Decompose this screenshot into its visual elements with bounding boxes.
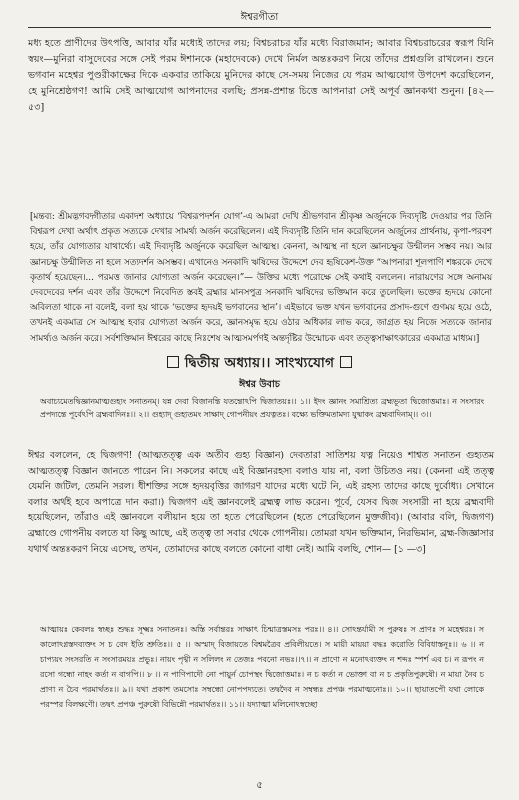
square-ornament-icon [340,356,352,368]
body-paragraph: মধ্য হতে প্রাণীদের উৎপত্তি, আবার যাঁর মধ্যেই তাদের লয়; বিশ্বচরাচর যাঁর মধ্যে বিরাজমান; আবার বিশ্বচরাচরের স্বরূপ যিনি স্বয়ং—মুনিরা বাসুদেবের সঙ্গে সেই পরম ঈশানকে (মহাদেবকে) দেখে নির্মল অন্তঃকরণ নিয়ে তাঁদের প্রশ্নগুলি রাখলেন। শুনে ভগবান মহেশ্বর পুণ্ডরীকাক্ষের দিকে একবার তাকিয়ে মুনিদের কাছে সে-সময় নিজের যে পরম আত্মযোগ উপদেশ করেছিলেন, হে মুনিশ্রেষ্ঠগণ! আমি সেই আত্মযোগ আপনাদের বলছি; প্রসন্ন-প্রশান্ত চিত্তে আপনারা সেই অপূর্ব জ্ঞানকথা শুনুন। [৪২—৫৩] [28,38,494,113]
header-rule [28,27,491,28]
running-head: ঈশ্বরগীতা [240,12,279,23]
speaker-heading: ঈশ্বর উবাচ [239,379,280,390]
sanskrit-verse-block: অবাচ্যমেতদ্বিজ্ঞানমাত্মগুহ্যং সনাতনম্। যন্ন দেবা বিজানন্তি যতন্তোঽপি দ্বিজাতয়ঃ।। ১।। ইদং জ্ঞানং সমাশ্রিত্য ব্রহ্মভূতা দ্বিজোত্তমাঃ। ন সংসারং প্রপদ্যন্তে পূর্বেঽপি ব্রহ্মবাদিনঃ।। ২।। গুহ্যাদ্ গুহ্যতমং সাক্ষাদ্ গোপনীয়ং প্রযত্নতঃ। বক্ষ্যে ভক্তিমতামদ্য যুষ্মাকং ব্রহ্মবাদিনাম্।। ৩।। [40,397,484,420]
translation-paragraph: ঈশ্বর বললেন, হে দ্বিজগণ! (আত্মতত্ত্ব এক অতীব গুহ্য বিজ্ঞান) দেবতারা সাতিশয় যত্ন নিয়েও শাশ্বত সনাতন গুহ্যতম আত্মতত্ত্ব বিজ্ঞান জানতে পারেন নি। সকলের কাছে এই বিজ্ঞানরহস্য বলাও যায় না, বলা উচিতও নয়। (কেননা এই তত্ত্ব যেমনি জটিল, তেমনি সরল। ধীশক্তির সঙ্গে হৃদয়বৃত্তির জাগরণ যাদের মধ্যে ঘটে নি, এই রহস্য তাদের কাছে দুর্বোধ্য। সেখানে বলার অর্থই হবে অপাত্রে দান করা।) দ্বিজগণ এই জ্ঞানবলেই ব্রহ্মত্ব লাভ করেন। পূর্বে, যেসব দ্বিজ সংসারী না হয়ে ব্রহ্মবাদী হয়েছিলেন, তাঁরাও এই জ্ঞানবলে বলীয়ান হয়ে তা হতে পেরেছিলেন (হতে পেরেছিলেন মুক্তজীব)। (আবার বলি, দ্বিজগণ) ব্রহ্মাণ্ডে গোপনীয় বলতে যা কিছু আছে, এই তত্ত্ব তা সবার থেকে গোপনীয়। তোমরা যখন ভক্তিমান, নিরভিমান, ব্রহ্ম-জিজ্ঞাসার যথার্থ অন্তঃকরণ নিয়ে এসেছ, তখন, তোমাদের কাছে বলতে কোনো বাধা নেই। আমি বলছি, শোন— [১ —৩] [28,450,494,555]
chapter-heading [0,352,519,375]
square-ornament-icon [167,356,179,368]
page-number: ৫ [256,780,263,791]
sanskrit-verse-block: আত্মায়ঃ কেবলঃ স্বচ্ছঃ শুদ্ধঃ সূক্ষ্মঃ সনাতনঃ। অস্তি সর্বান্তরঃ সাক্ষাৎ চিন্মাত্রস্তমসঃ পরঃ।। ৪।। সোঽন্তর্যামী স পুরুষঃ স প্রাণঃ স মহেশ্বরঃ। স কালোঽগ্নস্তদব্যক্তং স চ বেদ ইতি শ্রুতিঃ।। ৫ ।। অস্মাদ্ বিজায়তে বিশ্বমত্রৈব প্রবিলীয়তে। স মায়ী মায়য়া বদ্ধঃ করোতি বিবিধাস্তনূঃ।। ৬ ।। ন চাপ্যয়ং সংসরতি ন সংসারময়ঃ প্রভুঃ। নায়ং পৃথ্বী ন সলিলং ন তেজঃ পবনো নভঃ।।৭।। ন প্রাণো ন মনোঽব্যক্তং ন শব্দঃ স্পর্শ এব চ। ন রূপং ন রসো গন্ধো নাহং কর্তা ন বাগপি।। ৮ ।। ন পাণিপাদৌ নো পায়ুর্ন চোপস্থং দ্বিজোত্তমাঃ। ন চ কর্তা ন ভোক্তা বা ন চ প্রকৃতিপুরুষৌ। ন মায়া নৈব চ প্রাণা ন চৈব পরমার্থতঃ।। ৯।। যথা প্রকাশ তমসোঃ সম্বন্ধো নোপপদ্যতে। তদ্বদৈব ন সম্বন্ধঃ প্রপঞ্চ পরমাত্মনোঃ।। ১০।। ছায়াতপৌ যথা লোকে পরস্পর বিলক্ষণৌ। তদ্বৎ প্রপঞ্চ পুরুষৌ বিভিন্নৌ পরমার্থতঃ।। ১১।। যদ্যাত্মা মলিনোঽস্বচ্ছো [40,625,484,710]
commentary-paragraph: [মন্তব্য: শ্রীমদ্ভগবদ্গীতার একাদশ অধ্যায়ে ‘বিশ্বরূপদর্শন যোগ’-এ আমরা দেখি শ্রীভগবান শ্রীকৃষ্ণ অর্জুনকে দিব্যদৃষ্টি দেওয়ার পর তিনি বিশ্বরূপ দেখা অর্থাৎ প্রকৃত সত্যকে দেখার সামর্থ্য অর্জন করেছিলেন। এই দিব্যদৃষ্টি তিনি দান করেছিলেন অর্জুনের প্রার্থনায়, কৃপা-পরবশ হয়ে, তাঁর যোগ্যতার যাথার্থ্যে। এই দিব্যদৃষ্টি অর্জুনকে করেছিল আত্মস্থ। কেননা, আত্মস্থ না হলে জ্ঞানচক্ষুর উন্মীলন সম্ভব নয়। আর জ্ঞানচক্ষু উন্মীলিত না হলে সত্যদর্শন অসম্ভব। এখানেও সনকাদি ঋষিদের উদ্দেশে দেব হৃষিকেশ-উক্ত “আপনারা শূলপাণি শঙ্করকে দেখে কৃতার্থ হয়েছেন।... পরমত্ত জানার যোগ্যতা অর্জন করেছেন।”— উক্তির মধ্যে পরোক্ষে সেই কথাই বললেন। নারায়ণের সঙ্গে অনাময় দেবদেবের দর্শন এবং তাঁর উদ্দেশে নিবেদিত স্তবই ব্রহ্মার মানসপুত্র সনকাদি ঋষিদের ভক্তিমান করে তুলেছিল। ভক্তের হৃদয়ে কোনো অবিলতা থাকে না বলেই, বলা হয় থাকে ‘ভক্তের হৃদয়ই ভগবানের স্থান’। এইভাবে ভক্ত যখন ভগবানের প্রসাদ-গুণে গুণময় হয়ে ওঠে, তখনই একমাত্র সে আত্মস্থ হবার যোগ্যতা অর্জন করে, জ্ঞানসমৃদ্ধ হয়ে ওঠার অধিকার লাভ করে, জাগ্রত হয় নিজে সত্যকে জানার সামর্থ্যও অর্জন করে। সর্বশক্তিমান ঈশ্বরের কাছে নিঃশেষ আত্মসমর্পণই অন্তর্দৃষ্টির উন্মোচক এবং তত্ত্বসাক্ষাৎকারের একমাত্র মাধ্যম।] [30,212,492,344]
chapter-title: দ্বিতীয় অধ্যায়।। সাংখ্যযোগ [184,355,335,371]
